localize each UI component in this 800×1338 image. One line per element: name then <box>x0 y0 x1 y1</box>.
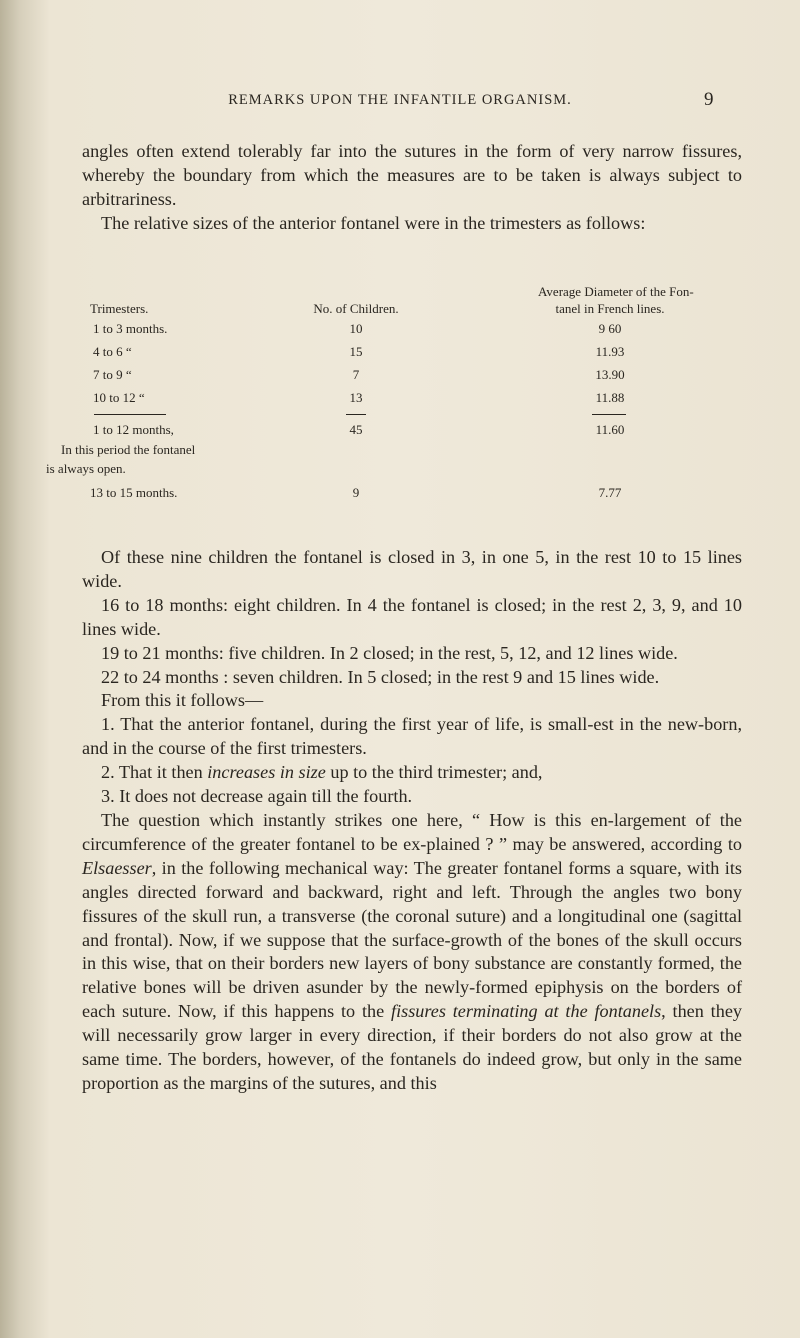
text-run: , in the following mechanical way: The greater fontanel forms a square, with its angles directed forward and backward, right and left. Through the angles two bony fissures of the skull run, a transverse (the coronal suture) and a longitudinal one (sagittal and frontal). Now, if we suppose that the surface-growth of the bones of the skull occurs in this wise, that on their borders new layers of bony substance are constantly formed, the relative bones will be driven asunder by the newly-formed epiphysis on the borders of each suture. Now, if this happens to the <box>82 857 742 1022</box>
fontanel-table <box>46 284 762 524</box>
table-row-diameter: 11.88 <box>595 390 625 405</box>
emphasis: Elsaesser <box>82 857 152 878</box>
table-row-period: 7 to 9 “ <box>93 367 132 382</box>
table-summary-diameter: 11.60 <box>595 422 625 437</box>
running-title: REMARKS UPON THE INFANTILE ORGANISM. <box>228 92 572 108</box>
paragraph: 16 to 18 months: eight children. In 4 the fontanel is closed; in the rest 2, 3, 9, and 10 lines wide. <box>82 594 742 639</box>
table-note: In this period the fontanel <box>61 442 196 457</box>
main-text <box>82 546 742 1096</box>
sum-rule <box>346 414 366 415</box>
table-summary-period: 1 to 12 months, <box>93 422 174 437</box>
table-last-period: 13 to 15 months. <box>90 485 178 500</box>
table-row-children: 7 <box>352 367 360 382</box>
paragraph: 1. That the anterior fontanel, during the first year of life, is small-est in the new-born, and in the course of the first trimesters. <box>82 714 742 759</box>
table-row-period: 1 to 3 months. <box>93 321 168 336</box>
table-row-children: 13 <box>349 390 363 405</box>
table-row-diameter: 9 60 <box>598 321 622 336</box>
table-row-children: 10 <box>349 321 363 336</box>
text-run: , then they will necessarily grow larger in every direction, if their borders do not also grow at the same time. The borders, however, of the fontanels do indeed grow, but only in the same proportion as the margins of the sutures, and this <box>82 1001 742 1093</box>
table-note: is always open. <box>46 461 126 476</box>
sum-rule <box>94 414 166 415</box>
table-summary-children: 45 <box>349 422 363 437</box>
table-row-children: 15 <box>349 344 363 359</box>
paragraph: 22 to 24 months : seven children. In 5 closed; in the rest 9 and 15 lines wide. <box>101 666 660 687</box>
column-header-diameter-line2: tanel in French lines. <box>555 301 665 316</box>
paragraph <box>82 809 742 1096</box>
table-last-diameter: 7.77 <box>598 485 622 500</box>
intro-text <box>82 140 742 236</box>
table-row-period: 4 to 6 “ <box>93 344 132 359</box>
paragraph <box>82 761 742 785</box>
paragraph: The relative sizes of the anterior fontanel were in the trimesters as follows: <box>101 212 646 233</box>
emphasis: fissures terminating at the fontanels <box>391 1001 662 1022</box>
text-run: The question which instantly strikes one here, “ How is this en-largement of the circumference of the greater fontanel to be ex-plained ? ” may be answered, according to <box>82 809 742 854</box>
table-row-diameter: 13.90 <box>595 367 625 382</box>
text-run: 2. That it then <box>101 762 208 783</box>
paragraph: angles often extend tolerably far into the sutures in the form of very narrow fissures, whereby the boundary from which the measures are to be taken is always subject to arbitrariness. <box>82 141 742 209</box>
column-header-children: No. of Children. <box>313 301 399 316</box>
paragraph: Of these nine children the fontanel is closed in 3, in one 5, in the rest 10 to 15 lines wide. <box>82 547 742 591</box>
table-row-period: 10 to 12 “ <box>93 390 145 405</box>
paragraph: From this it follows— <box>101 690 264 711</box>
table-last-children: 9 <box>352 485 360 500</box>
column-header-diameter-line1: Average Diameter of the Fon- <box>538 284 694 299</box>
sum-rule <box>592 414 626 415</box>
page-number: 9 <box>704 89 714 110</box>
column-header-trimesters: Trimesters. <box>90 301 149 316</box>
text-run: up to the third trimester; and, <box>325 762 543 783</box>
table-row-diameter: 11.93 <box>595 344 625 359</box>
paragraph: 19 to 21 months: five children. In 2 closed; in the rest, 5, 12, and 12 lines wide. <box>101 642 678 663</box>
emphasis: increases in size <box>207 762 326 783</box>
paragraph: 3. It does not decrease again till the fourth. <box>101 786 413 807</box>
